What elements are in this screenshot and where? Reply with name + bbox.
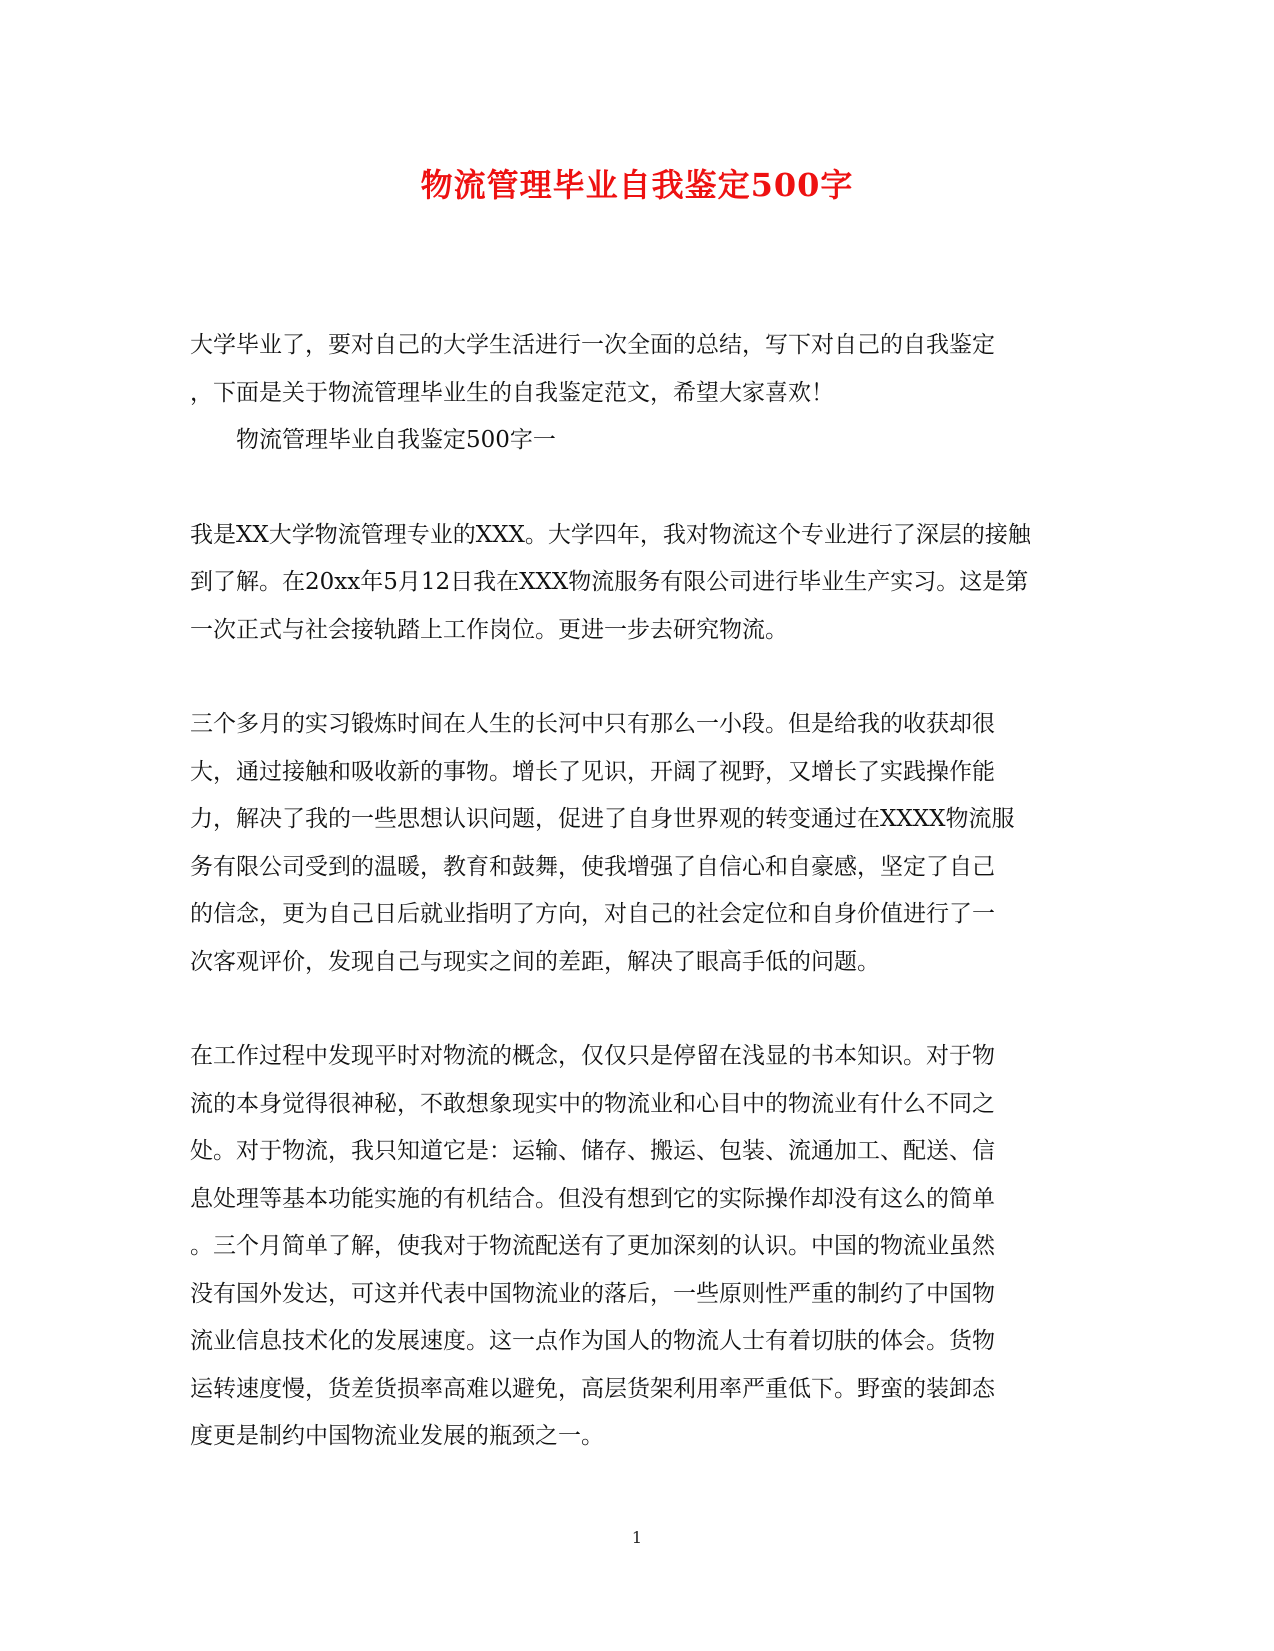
text-line: 流业信息技术化的发展速度。这一点作为国人的物流人士有着切肤的体会。货物 [190, 1328, 995, 1354]
text-line: 息处理等基本功能实施的有机结合。但没有想到它的实际操作却没有这么的简单 [190, 1185, 995, 1212]
text-line: 务有限公司受到的温暖，教育和鼓舞，使我增强了自信心和自豪感，坚定了自己 [190, 853, 995, 880]
section-subheading: 物流管理毕业自我鉴定500字一 [236, 427, 556, 453]
text-line: 大学毕业了，要对自己的大学生活进行一次全面的总结，写下对自己的自我鉴定 [190, 332, 995, 358]
text-line: 。三个月简单了解，使我对于物流配送有了更加深刻的认识。中国的物流业虽然 [190, 1233, 995, 1259]
document-title: 物流管理毕业自我鉴定500字 [420, 166, 854, 204]
text-line: 在工作过程中发现平时对物流的概念，仅仅只是停留在浅显的书本知识。对于物 [190, 1043, 995, 1069]
text-line: 流的本身觉得很神秘，不敢想象现实中的物流业和心目中的物流业有什么不同之 [190, 1090, 995, 1117]
text-line: 处。对于物流，我只知道它是：运输、储存、搬运、包装、流通加工、配送、信 [190, 1138, 995, 1164]
text-line: ，下面是关于物流管理毕业生的自我鉴定范文，希望大家喜欢！ [190, 379, 834, 406]
text-line: 次客观评价，发现自己与现实之间的差距，解决了眼高手低的问题。 [190, 948, 880, 975]
text-line: 到了解。在20xx年5月12日我在XXX物流服务有限公司进行毕业生产实习。这是第 [190, 569, 1029, 595]
page-number: 1 [631, 1528, 643, 1547]
text-line: 一次正式与社会接轨踏上工作岗位。更进一步去研究物流。 [190, 616, 788, 643]
text-line: 力，解决了我的一些思想认识问题，促进了自身世界观的转变通过在XXXX物流服 [190, 806, 1015, 832]
document-body [190, 322, 1090, 1508]
text-line: 的信念，更为自己日后就业指明了方向，对自己的社会定位和自身价值进行了一 [190, 901, 995, 927]
text-line: 三个多月的实习锻炼时间在人生的长河中只有那么一小段。但是给我的收获却很 [190, 711, 995, 737]
body-paragraph-3 [190, 1033, 1090, 1461]
text-line: 度更是制约中国物流业发展的瓶颈之一。 [190, 1423, 604, 1449]
text-line: 运转速度慢，货差货损率高难以避免，高层货架利用率严重低下。野蛮的装卸态 [190, 1375, 995, 1402]
body-paragraph-2 [190, 701, 1090, 986]
text-line: 我是XX大学物流管理专业的XXX。大学四年，我对物流这个专业进行了深层的接触 [190, 521, 1031, 548]
intro-paragraph [190, 322, 1090, 417]
text-line: 大，通过接触和吸收新的事物。增长了见识，开阔了视野，又增长了实践操作能 [190, 758, 995, 785]
body-paragraph-1 [190, 512, 1090, 655]
text-line: 没有国外发达，可这并代表中国物流业的落后，一些原则性严重的制约了中国物 [190, 1280, 995, 1307]
